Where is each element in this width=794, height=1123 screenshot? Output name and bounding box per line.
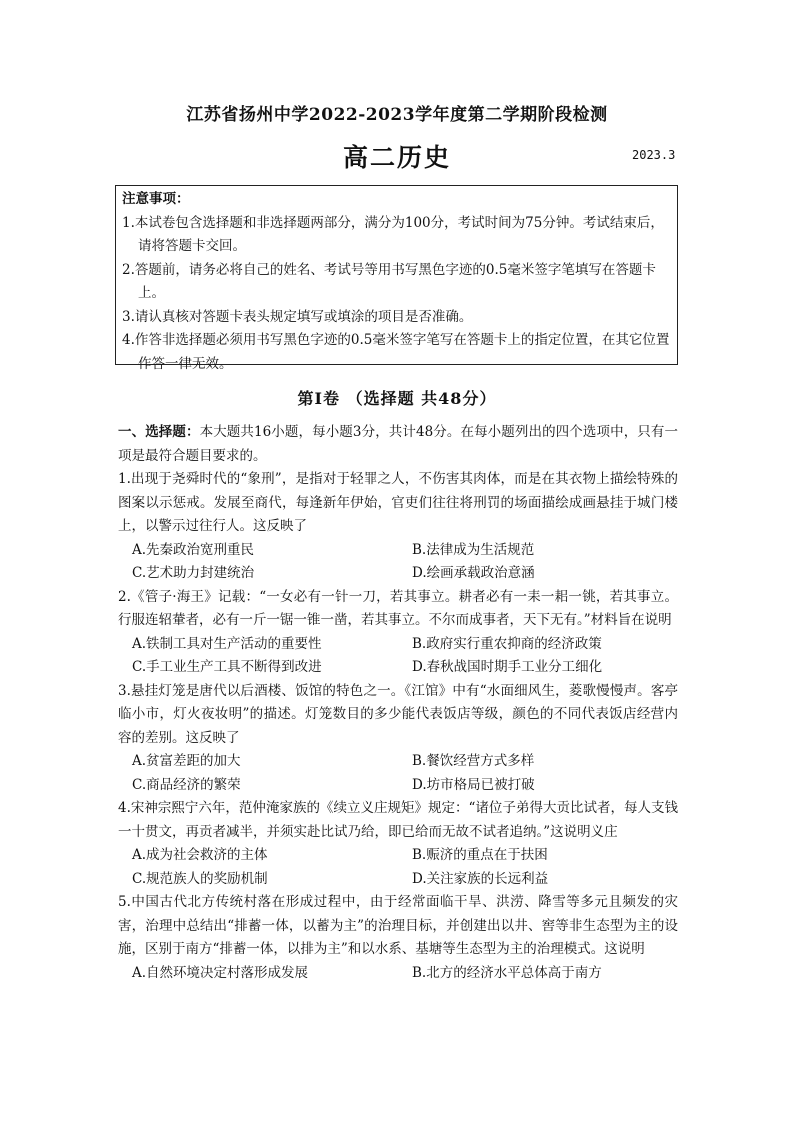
section-title: 第Ⅰ卷 （选择题 共48分） (297, 389, 497, 408)
option-c: C.手工业生产工具不断得到改进 (132, 659, 322, 675)
option-a: A.贫富差距的加大 (132, 753, 241, 769)
question-4 (118, 797, 678, 891)
option-b: B.餐饮经营方式多样 (412, 753, 535, 769)
school-exam-title: 江苏省扬州中学2022-2023学年度第二学期阶段检测 (186, 105, 608, 125)
question-stem: 2.《管子·海王》记载：“一女必有一针一刀，若其事立。耕者必有一耒一耜一铫，若其事立。行服连轺輂者，必有一斤一锯一锥一凿，若其事立。不尔而成事者，天下无有。”材料旨在说明 (118, 588, 678, 628)
option-list (118, 633, 678, 680)
notice-heading: 注意事项： (122, 191, 190, 207)
question-2 (118, 586, 678, 680)
option-d: D.坊市格局已被打破 (412, 776, 535, 793)
notice-box (115, 185, 678, 372)
option-list (118, 962, 678, 986)
question-3 (118, 680, 678, 798)
option-b: B.政府实行重农抑商的经济政策 (412, 635, 602, 652)
instruction-text: 本大题共16小题，每小题3分，共计48分。在每小题列出的四个选项中，只有一项是最符合题目要求的。 (118, 424, 678, 464)
exam-date: 2023.3 (632, 148, 676, 162)
option-a: A.自然环境决定村落形成发展 (132, 964, 309, 981)
notice-item: 3.请认真核对答题卡表头规定填写或填涂的项目是否准确。 (122, 308, 473, 325)
option-b: B.法律成为生活规范 (412, 541, 535, 558)
option-a: A.铁制工具对生产活动的重要性 (132, 635, 322, 652)
question-5 (118, 891, 678, 985)
option-c: C.规范族人的奖励机制 (132, 870, 268, 887)
question-1 (118, 468, 678, 586)
option-d: D.绘画承载政治意涵 (412, 565, 535, 581)
option-list (118, 844, 678, 891)
option-b: B.赈济的重点在于扶困 (412, 847, 548, 863)
instruction-label: 一、选择题： (118, 424, 200, 440)
option-c: C.艺术助力封建统治 (132, 565, 255, 581)
subject-title: 高二历史 (342, 143, 451, 172)
option-a: A.成为社会救济的主体 (132, 847, 268, 863)
option-d: D.春秋战国时期手工业分工细化 (412, 659, 603, 675)
option-list (118, 539, 678, 586)
option-d: D.关注家族的长远利益 (412, 870, 549, 887)
question-stem: 4.宋神宗熙宁六年，范仲淹家族的《续立义庄规矩》规定：“诸位子弟得大贡比试者，每人支钱一十贯文，再贡者减半，并须实赴比试乃给，即已给而无故不试者追纳。”这说明义庄 (118, 800, 678, 840)
notice-item: 2.答题前，请务必将自己的姓名、考试号等用书写黑色字迹的0.5毫米签字笔填写在答题卡上。 (122, 261, 656, 301)
notice-item: 1.本试卷包含选择题和非选择题两部分，满分为100分，考试时间为75分钟。考试结束后，请将答题卡交回。 (122, 214, 664, 254)
section-instruction (118, 421, 678, 468)
option-list (118, 750, 678, 797)
question-stem: 3.悬挂灯笼是唐代以后酒楼、饭馆的特色之一。《江馆》中有“水面细风生，菱歌慢慢声。客亭临小市，灯火夜妆明”的描述。灯笼数目的多少能代表饭店等级，颜色的不同代表饭店经营内容的差别。这反映了 (118, 682, 678, 746)
question-stem: 5.中国古代北方传统村落在形成过程中，由于经常面临干旱、洪涝、降雪等多元且频发的灾害，治理中总结出“排蓄一体，以蓄为主”的治理目标，并创建出以井、窖等非生态型为主的设施，区别于南方“排蓄一体，以排为主”和以水系、基塘等生态型为主的治理模式。这说明 (118, 894, 678, 957)
option-c: C.商品经济的繁荣 (132, 776, 241, 793)
option-b: B.北方的经济水平总体高于南方 (412, 964, 602, 981)
option-a: A.先秦政治宽刑重民 (132, 541, 255, 558)
question-stem: 1.出现于尧舜时代的“象刑”，是指对于轻罪之人，不伤害其肉体，而是在其衣物上描绘特殊的图案以示惩戒。发展至商代，每逢新年伊始，官吏们往往将刑罚的场面描绘成画悬挂于城门楼上，以警示过往行人。这反映了 (118, 471, 678, 534)
questions-area (118, 421, 678, 985)
notice-item: 4.作答非选择题必须用书写黑色字迹的0.5毫米签字笔写在答题卡上的指定位置，在其它位置作答一律无效。 (122, 332, 670, 372)
